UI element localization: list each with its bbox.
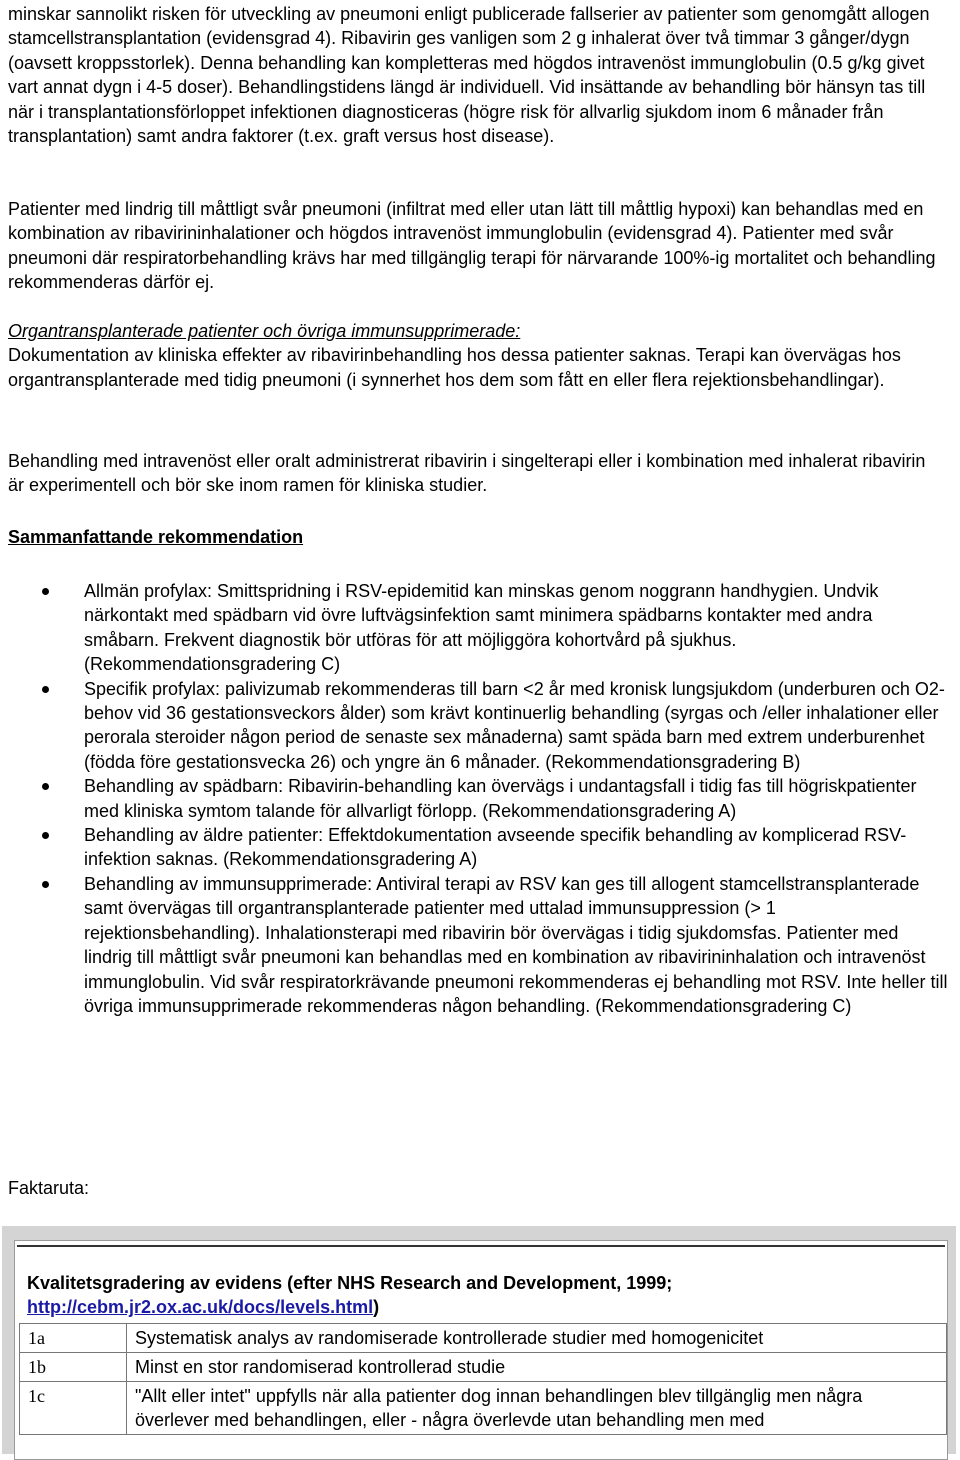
evidence-grading-title-suffix: ) xyxy=(373,1297,380,1317)
bullet-icon xyxy=(42,686,49,693)
section-organ-transplant-heading: Organtransplanterade patienter och övriga immunsupprimerade: xyxy=(8,321,521,341)
recommendation-text: Behandling av immunsupprimerade: Antiviral terapi av RSV kan ges till allogent stamcellstransplanterade samt övervägas till organtransplanterade patienter med uttalad immunsuppression (> 1 rejektionsbehandling). Inhalationsterapi med ribavirin bör övervägas i tidig sjukdomsfas. Patienter med lindrig till måttligt svår pneumoni kan behandlas med en kombination av ribavirininhalation och intravenöst immunglobulin. Vid svår respiratorkrävande pneumoni rekommenderas ej behandling mot RSV. Inte heller till övriga immunsupprimerade rekommenderas någon behandling. (Rekommendationsgradering C) xyxy=(84,873,948,1016)
table-row xyxy=(20,1382,947,1435)
bullet-icon xyxy=(42,588,49,595)
level-code: 1c xyxy=(20,1382,127,1435)
bullet-icon xyxy=(42,832,49,839)
faktaruta-label: Faktaruta: xyxy=(8,1178,90,1198)
recommendation-text: Specifik profylax: palivizumab rekommenderas till barn <2 år med kronisk lungsjukdom (underburen och O2-behov vid 36 gestationsveckors ålder) som krävt kontinuerlig behandling (syrgas och /eller inhalationer eller perorala steroider någon period de senaste sex månaderna) samt späda barn med extrem underburenhet (födda före gestationsvecka 26) och yngre än 6 månader. (Rekommendationsgradering B) xyxy=(84,678,945,772)
level-description: Systematisk analys av randomiserade kontrollerade studier med homogenicitet xyxy=(127,1324,947,1353)
level-code: 1a xyxy=(20,1324,127,1353)
section-organ-transplant xyxy=(8,319,943,392)
table-row xyxy=(20,1353,947,1382)
recommendation-item xyxy=(8,823,948,872)
level-description: "Allt eller intet" uppfylls när alla patienter dog innan behandlingen blev tillgänglig men några överlever med behandlingen, eller - några överlevde utan behandling men med xyxy=(127,1382,947,1435)
recommendation-text: Behandling av äldre patienter: Effektdokumentation avseende specifik behandling av komplicerad RSV-infektion saknas. (Rekommendationsgradering A) xyxy=(84,825,907,870)
paragraph-pneumonia-treatment: Patienter med lindrig till måttligt svår pneumoni (infiltrat med eller utan lätt till måttlig hypoxi) kan behandlas med en kombination av ribavirininhalationer och högdos intravenöst immunglobulin (evidensgrad 4). Patienter med svår pneumoni där respiratorbehandling krävs har med tillgänglig terapi för närvarande 100%-ig mortalitet och behandling rekommenderas därför ej. xyxy=(8,199,936,293)
level-code: 1b xyxy=(20,1353,127,1382)
paragraph-ribavirin-dosing: minskar sannolikt risken för utveckling av pneumoni enligt publicerade fallserier av patienter som genomgått allogen stamcellstransplantation (evidensgrad 4). Ribavirin ges vanligen som 2 g inhalerat över två timmar 3 gånger/dygn (oavsett kroppsstorlek). Denna behandling kan kompletteras med högdos intravenöst immunglobulin (0.5 g/kg givet vart annat dygn i 4-5 doser). Behandlingstidens längd är individuell. Vid insättande av behandling bör hänsyn tas till när i transplantationsförloppet infektionen diagnosticeras (högre risk för allvarlig sjukdom inom 6 månader från transplantation) samt andra faktorer (t.ex. graft versus host disease). xyxy=(8,4,930,147)
cebm-levels-link[interactable]: http://cebm.jr2.ox.ac.uk/docs/levels.html xyxy=(27,1297,374,1317)
fact-box xyxy=(2,1226,956,1454)
summary-heading xyxy=(8,525,303,549)
recommendation-item xyxy=(8,579,948,677)
evidence-grading-title xyxy=(27,1271,927,1319)
fact-box-divider xyxy=(17,1245,945,1247)
level-description: Minst en stor randomiserad kontrollerad studie xyxy=(127,1353,947,1382)
recommendation-list xyxy=(8,579,948,1018)
bullet-icon xyxy=(42,783,49,790)
bullet-icon xyxy=(42,881,49,888)
summary-heading-text: Sammanfattande rekommendation xyxy=(8,527,304,547)
recommendation-item xyxy=(8,677,948,775)
evidence-grading-title-text: Kvalitetsgradering av evidens (efter NHS Research and Development, 1999; xyxy=(27,1273,673,1293)
table-row xyxy=(20,1324,947,1353)
paragraph-experimental-ribavirin: Behandling med intravenöst eller oralt administrerat ribavirin i singelterapi eller i kombination med inhalerat ribavirin är experimentell och bör ske inom ramen för kliniska studier. xyxy=(8,451,926,496)
fact-box-inner xyxy=(14,1240,948,1460)
recommendation-item xyxy=(8,774,948,823)
paragraph-organ-transplant: Dokumentation av kliniska effekter av ribavirinbehandling hos dessa patienter saknas. Terapi kan övervägas hos organtransplanterade med tidig pneumoni (i synnerhet hos dem som fått en eller flera rejektionsbehandlingar). xyxy=(8,345,901,390)
recommendation-text: Allmän profylax: Smittspridning i RSV-epidemitid kan minskas genom noggrann handhygien. Undvik närkontakt med spädbarn vid övre luftvägsinfektion samt minimera spädbarns kontakter med andra småbarn. Frekvent diagnostik bör utföras för att möjliggöra kohortvård på sjukhus. (Rekommendationsgradering C) xyxy=(84,581,879,675)
recommendation-item xyxy=(8,872,948,1018)
recommendation-text: Behandling av spädbarn: Ribavirin-behandling kan övervägs i undantagsfall i tidig fas till högriskpatienter med kliniska symtom talande för allvarligt förlopp. (Rekommendationsgradering A) xyxy=(84,776,917,821)
evidence-levels-table xyxy=(19,1323,947,1435)
